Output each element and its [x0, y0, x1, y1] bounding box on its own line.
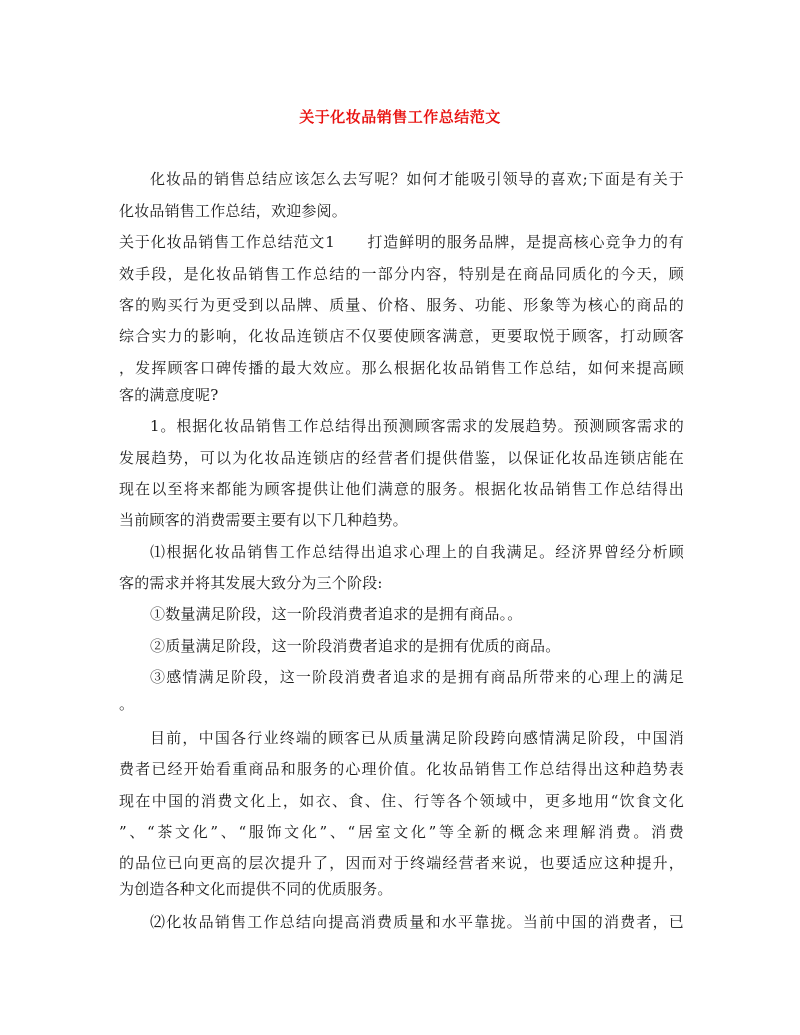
paragraph-line: 客的需求并将其发展大致分为三个阶段:	[119, 574, 383, 592]
paragraph-line: 现在以至将来都能为顾客提供让他们满意的服务。根据化妆品销售工作总结得出	[119, 480, 684, 498]
paragraph-line: 当前顾客的消费需要主要有以下几种趋势。	[119, 511, 408, 529]
paragraph-line: 目前，中国各行业终端的顾客已从质量满足阶段跨向感情满足阶段，中国消	[150, 729, 684, 747]
paragraph-line: ⑵化妆品销售工作总结向提高消费质量和水平靠拢。当前中国的消费者，已	[150, 913, 684, 931]
paragraph-line: 。	[119, 695, 135, 713]
paragraph-line: 关于化妆品销售工作总结范文1 打造鲜明的服务品牌，是提高核心竞争力的有	[119, 233, 684, 251]
paragraph-line: 1。根据化妆品销售工作总结得出预测顾客需求的发展趋势。预测顾客需求的	[150, 417, 684, 435]
list-item: ②质量满足阶段，这一阶段消费者追求的是拥有优质的商品。	[150, 637, 561, 655]
paragraph-line: ⑴根据化妆品销售工作总结得出追求心理上的自我满足。经济界曾经分析顾	[150, 543, 684, 561]
paragraph-line: 现在中国的消费文化上，如衣、食、住、行等各个领域中，更多地用“饮食文化	[119, 792, 684, 810]
paragraph-line: 的品位已向更高的层次提升了，因而对于终端经营者来说，也要适应这种提升，	[119, 854, 684, 872]
paragraph-line: 客的购买行为更受到以品牌、质量、价格、服务、功能、形象等为核心的商品的	[119, 296, 684, 314]
list-item: ③感情满足阶段，这一阶段消费者追求的是拥有商品所带来的心理上的满足	[150, 668, 684, 686]
paragraph-line: 为创造各种文化而提供不同的优质服务。	[119, 880, 393, 898]
paragraph-line: ”、“茶文化”、“服饰文化”、“居室文化”等全新的概念来理解消费。消费	[119, 823, 684, 841]
document-title: 关于化妆品销售工作总结范文	[299, 108, 501, 126]
paragraph-line: ，发挥顾客口碑传播的最大效应。那么根据化妆品销售工作总结，如何来提高顾	[119, 359, 684, 377]
list-item: ①数量满足阶段，这一阶段消费者追求的是拥有商品。。	[150, 605, 523, 623]
paragraph-line: 费者已经开始看重商品和服务的心理价值。化妆品销售工作总结得出这种趋势表	[119, 760, 684, 778]
paragraph-line: 效手段，是化妆品销售工作总结的一部分内容，特别是在商品同质化的今天，顾	[119, 265, 684, 283]
paragraph-line: 化妆品销售工作总结，欢迎参阅。	[119, 202, 348, 220]
paragraph-line: 综合实力的影响，化妆品连锁店不仅要使顾客满意，更要取悦于顾客，打动顾客	[119, 327, 684, 345]
paragraph-line: 化妆品的销售总结应该怎么去写呢？如何才能吸引领导的喜欢;下面是有关于	[150, 170, 684, 188]
paragraph-line: 客的满意度呢?	[119, 386, 219, 404]
paragraph-line: 发展趋势，可以为化妆品连锁店的经营者们提供借鉴，以保证化妆品连锁店能在	[119, 449, 684, 467]
